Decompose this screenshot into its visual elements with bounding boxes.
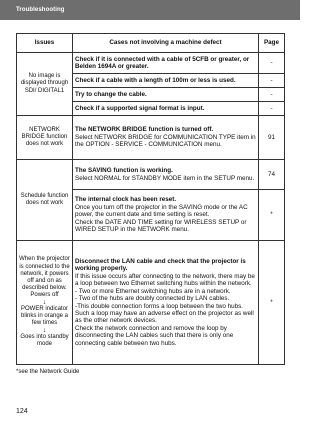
case-text: Check if a cable with a length of 100m or less is used. bbox=[73, 74, 259, 88]
page-ref: 74 bbox=[259, 160, 285, 190]
case-body: - Two of the hubs are doubly connected by LAN cables. bbox=[75, 295, 230, 303]
issue-lan-step: Powers off bbox=[30, 291, 59, 298]
column-header-cases: Cases not involving a machine defect bbox=[73, 34, 259, 53]
case-text bbox=[73, 160, 259, 190]
case-body: Check the network connection and remove the loop by disconnecting the LAN cables such that there is only one connecting cable between two hubs. bbox=[75, 324, 234, 347]
issue-lan-intro: When the projector is connected to the network, it powers off and on as described below. bbox=[19, 256, 70, 291]
case-body: - Two or more Ethernet switching hubs are in a network. bbox=[75, 287, 231, 295]
table-row bbox=[17, 53, 285, 74]
case-title: The SAVING function is working. bbox=[75, 167, 173, 175]
case-body: Select NETWORK BRIDGE for COMMUNICATION TYPE item in the OPTION - SERVICE - COMMUNICATION menu. bbox=[75, 133, 256, 149]
case-text bbox=[73, 241, 259, 365]
case-text bbox=[73, 190, 259, 241]
case-title: The internal clock has been reset. bbox=[75, 196, 177, 204]
issue-schedule: Schedule function does not work bbox=[17, 160, 73, 241]
case-title: The NETWORK BRIDGE function is turned off. bbox=[75, 126, 214, 134]
issue-lan-step: Goes into standby mode bbox=[20, 334, 69, 348]
case-text: Check if it is connected with a cable of 5CFB or greater, or Belden 1694A or greater. bbox=[73, 53, 259, 74]
issue-lan bbox=[17, 241, 73, 365]
case-text bbox=[73, 116, 259, 160]
troubleshooting-table bbox=[16, 33, 285, 365]
page-ref: - bbox=[259, 102, 285, 116]
case-text: Try to change the cable. bbox=[73, 88, 259, 102]
column-header-issues: Issues bbox=[17, 34, 73, 53]
case-title: Disconnect the LAN cable and check that the projector is working properly. bbox=[75, 258, 246, 273]
column-header-page: Page bbox=[259, 34, 285, 53]
case-body: If this issue occurs after connecting to the network, there may be a loop between two Ethernet switching hubs within the network. bbox=[75, 272, 255, 288]
issue-network-bridge: NETWORK BRIDGE function does not work bbox=[17, 116, 73, 160]
page-ref: * bbox=[259, 190, 285, 241]
table-row bbox=[17, 241, 285, 365]
issue-no-image: No image is displayed through SDI/ DIGITAL1 bbox=[17, 53, 73, 116]
case-body: Check the DATE AND TIME setting for WIRELESS SETUP or WIRED SETUP in the NETWORK menu. bbox=[75, 218, 247, 234]
page-ref: - bbox=[259, 74, 285, 88]
case-body: Once you turn off the projector in the SAVING mode or the AC power, the current date and time setting is reset. bbox=[75, 203, 248, 219]
case-body: -This double connection forms a loop between the two hubs. bbox=[75, 302, 244, 310]
case-body: Select NORMAL for STANDBY MODE item in the SETUP menu. bbox=[75, 174, 255, 182]
footnote: *see the Network Guide bbox=[16, 369, 80, 375]
table-row bbox=[17, 116, 285, 160]
table-header-row bbox=[17, 34, 285, 53]
page-number: 124 bbox=[16, 408, 28, 415]
case-text: Check if a supported signal format is input. bbox=[73, 102, 259, 116]
section-title: Troubleshooting bbox=[16, 7, 65, 13]
page-ref: - bbox=[259, 53, 285, 74]
down-arrow-icon: ↓ bbox=[42, 299, 47, 307]
issue-lan-step: POWER indicator blinks in orange a few times bbox=[20, 306, 69, 327]
page-ref: 91 bbox=[259, 116, 285, 160]
section-header bbox=[0, 0, 300, 20]
case-body: Such a loop may have an adverse effect on the projector as well as the other network devices. bbox=[75, 309, 254, 325]
page-ref: * bbox=[259, 241, 285, 365]
table-row bbox=[17, 160, 285, 190]
page-ref: - bbox=[259, 88, 285, 102]
down-arrow-icon: ↓ bbox=[42, 327, 47, 335]
